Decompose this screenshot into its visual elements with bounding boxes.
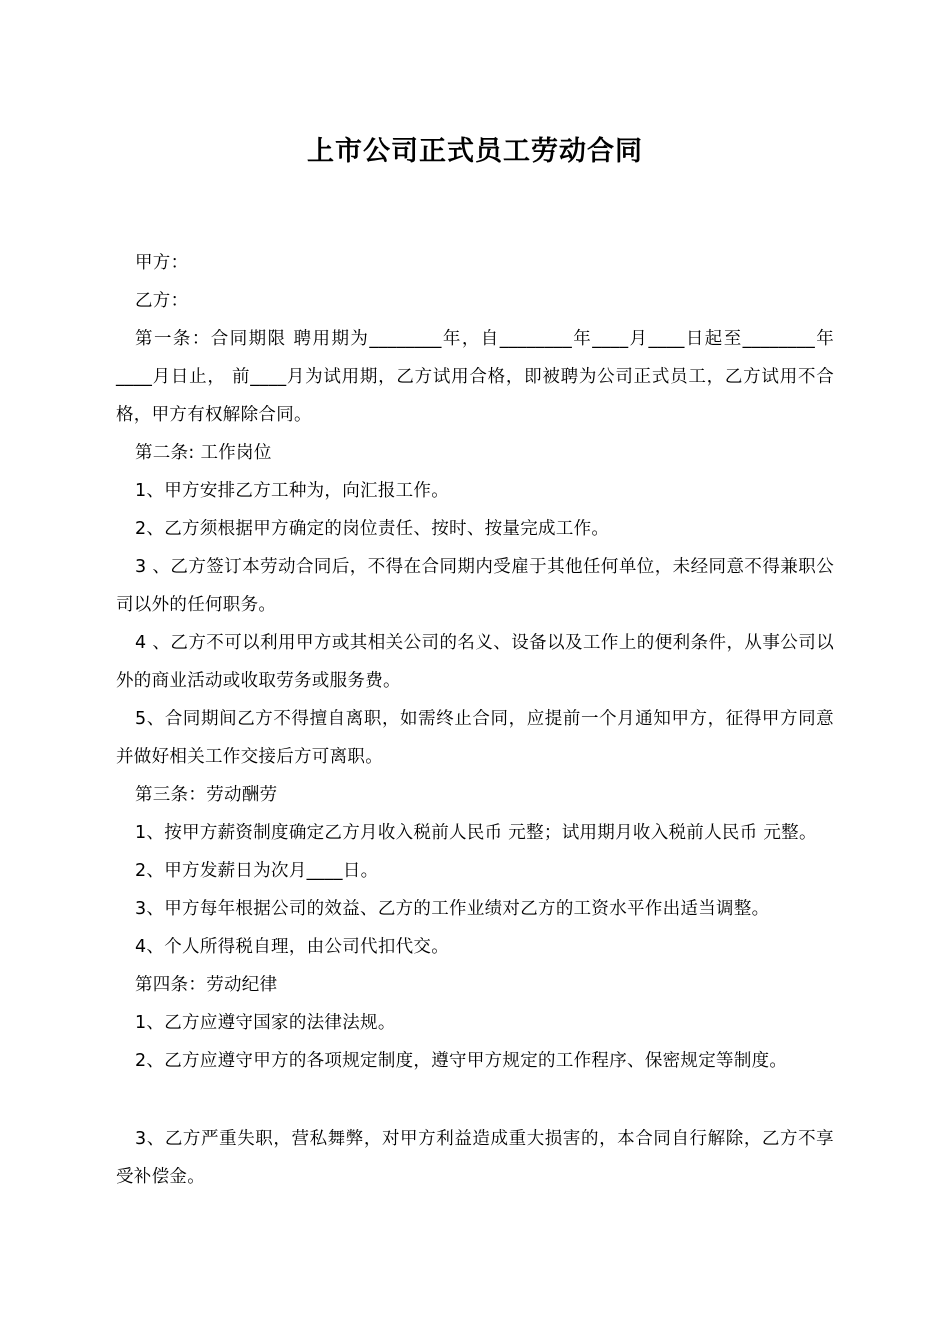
paragraph-spacer [116, 1080, 834, 1120]
article-3-heading: 第三条：劳动酬劳 [135, 785, 278, 805]
article-3-item-3: 3、甲方每年根据公司的效益、乙方的工作业绩对乙方的工资水平作出适当调整。 [135, 899, 770, 919]
party-a-line: 甲方： [135, 253, 189, 273]
document-body [116, 244, 834, 1196]
article-2-item-4: 4 、乙方不可以利用甲方或其相关公司的名义、设备以及工作上的便利条件，从事公司以外的商业活动或收取劳务或服务费。 [116, 633, 834, 691]
article-3-item-4: 4、个人所得税自理，由公司代扣代交。 [135, 937, 450, 957]
article-2-item-1: 1、甲方安排乙方工种为，向汇报工作。 [135, 481, 450, 501]
article-2-item-3: 3 、乙方签订本劳动合同后，不得在合同期内受雇于其他任何单位，未经同意不得兼职公司以外的任何职务。 [116, 557, 834, 615]
article-2-item-2: 2、乙方须根据甲方确定的岗位责任、按时、按量完成工作。 [135, 519, 610, 539]
article-4-item-3: 3、乙方严重失职，营私舞弊，对甲方利益造成重大损害的，本合同自行解除，乙方不享受补偿金。 [116, 1129, 834, 1187]
article-2-item-5: 5、合同期间乙方不得擅自离职，如需终止合同，应提前一个月通知甲方，征得甲方同意并做好相关工作交接后方可离职。 [116, 709, 834, 767]
article-3-item-1: 1、按甲方薪资制度确定乙方月收入税前人民币 元整；试用期月收入税前人民币 元整。 [135, 823, 817, 843]
article-4-heading: 第四条：劳动纪律 [135, 975, 278, 995]
article-1-contract-term: 第一条：合同期限 聘用期为________年，自________年____月____日起至________年____月日止， 前____月为试用期，乙方试用合格，即被聘为公司正式员工，乙方试用不合格，甲方有权解除合同。 [116, 329, 834, 425]
article-2-heading: 第二条: 工作岗位 [135, 443, 272, 463]
article-4-item-2: 2、乙方应遵守甲方的各项规定制度，遵守甲方规定的工作程序、保密规定等制度。 [135, 1051, 788, 1071]
party-b-line: 乙方： [135, 291, 189, 311]
document-title: 上市公司正式员工劳动合同 [307, 136, 643, 167]
article-4-item-1: 1、乙方应遵守国家的法律法规。 [135, 1013, 396, 1033]
article-3-item-2: 2、甲方发薪日为次月____日。 [135, 861, 379, 881]
